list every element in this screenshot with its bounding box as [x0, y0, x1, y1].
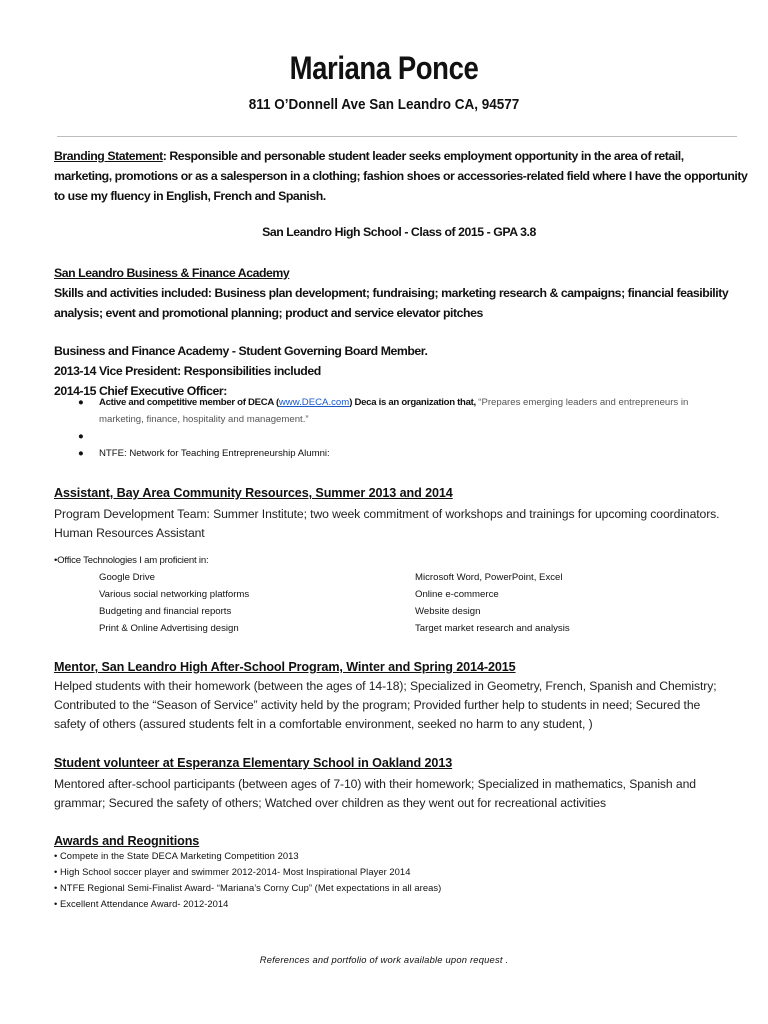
mentor-line1: Helped students with their homework (between the ages of 14-18); Specialized in Geometry, French, Spanish and Chemistry;: [54, 679, 717, 693]
mentor-line2: Contributed to the “Season of Service” activity held by the program; Provided further help to students in need; Secured the: [54, 698, 701, 712]
academy-line2: analysis; event and promotional planning; product and service elevator pitches: [54, 306, 483, 320]
volunteer-section: [54, 753, 744, 813]
branding-line3: to use my fluency in English, French and Spanish.: [54, 189, 326, 203]
academy-title: San Leandro Business & Finance Academy: [54, 266, 290, 280]
assistant-section: [54, 483, 744, 543]
skill-item: Various social networking platforms: [99, 589, 250, 600]
awards-title-wrap: [54, 831, 744, 851]
skill-item: Online e-commerce: [415, 589, 499, 600]
footer-note: References and portfolio of work available upon request .: [259, 954, 509, 965]
volunteer-line2: grammar; Secured the safety of others; Watched over children as they went out for recreational activities: [54, 796, 606, 810]
ntfe-item: NTFE: Network for Teaching Entrepreneurship Alumni:: [99, 448, 330, 459]
award-item: • Excellent Attendance Award- 2012-2014: [54, 898, 229, 909]
bullet-icon: ●: [78, 431, 84, 442]
resume-name: Mariana Ponce: [289, 50, 479, 86]
academy-line1: Skills and activities included: Business plan development; fundraising; marketing research & campaigns; financial feasibility: [54, 286, 729, 300]
awards-title: Awards and Reognitions: [54, 834, 200, 848]
board-line3: 2014-15 Chief Executive Officer:: [54, 384, 227, 398]
mentor-line3: safety of others (assured students felt in a comfortable environment, seeked no harm to any student, ): [54, 717, 593, 731]
bullet-continuation: marketing, finance, hospitality and management.”: [99, 414, 309, 425]
branding-line2: marketing, promotions or as a salesperson in a clothing; fashion shoes or accessories-related field where I have the opportunity: [54, 169, 748, 183]
mentor-section: [54, 657, 744, 734]
award-item: • High School soccer player and swimmer 2012-2014- Most Inspirational Player 2014: [54, 866, 411, 877]
assistant-line1: Program Development Team: Summer Institute; two week commitment of workshops and trainings for upcoming coordinators.: [54, 507, 720, 521]
mentor-title: Mentor, San Leandro High After-School Program, Winter and Spring 2014-2015: [54, 660, 516, 674]
board-section: [54, 341, 744, 401]
school-line: San Leandro High School - Class of 2015 - GPA 3.8: [262, 225, 536, 239]
assistant-line2: Human Resources Assistant: [54, 526, 205, 540]
address: 811 O’Donnell Ave San Leandro CA, 94577: [248, 96, 520, 113]
bullet-icon: ●: [78, 448, 84, 459]
skill-item: Budgeting and financial reports: [99, 606, 232, 617]
branding-label: Branding Statement: [54, 149, 163, 163]
skill-item: Google Drive: [99, 572, 155, 583]
divider: [57, 136, 737, 137]
bullet-icon: ●: [78, 397, 84, 408]
board-line1: Business and Finance Academy - Student Governing Board Member.: [54, 344, 428, 358]
deca-link[interactable]: www.DECA.com: [278, 397, 350, 408]
award-item: • NTFE Regional Semi-Finalist Award- “Mariana’s Corny Cup” (Met expectations in all areas): [54, 882, 442, 893]
skill-item: Print & Online Advertising design: [99, 623, 239, 634]
assistant-title: Assistant, Bay Area Community Resources, Summer 2013 and 2014: [54, 486, 453, 500]
skill-item: Target market research and analysis: [415, 623, 570, 634]
branding-statement: [54, 146, 748, 206]
branding-line1: : Responsible and personable student leader seeks employment opportunity in the area of retail,: [162, 149, 684, 163]
office-intro: •Office Technologies I am proficient in:: [54, 555, 209, 566]
volunteer-title: Student volunteer at Esperanza Elementary School in Oakland 2013: [54, 756, 453, 770]
academy-section: [54, 263, 744, 323]
award-item: • Compete in the State DECA Marketing Competition 2013: [54, 850, 299, 861]
board-line2: 2013-14 Vice President: Responsibilities included: [54, 364, 321, 378]
skill-item: Microsoft Word, PowerPoint, Excel: [415, 572, 563, 583]
volunteer-line1: Mentored after-school participants (between ages of 7-10) with their homework; Specialized in mathematics, Spanish and: [54, 777, 696, 791]
skill-item: Website design: [415, 606, 481, 617]
